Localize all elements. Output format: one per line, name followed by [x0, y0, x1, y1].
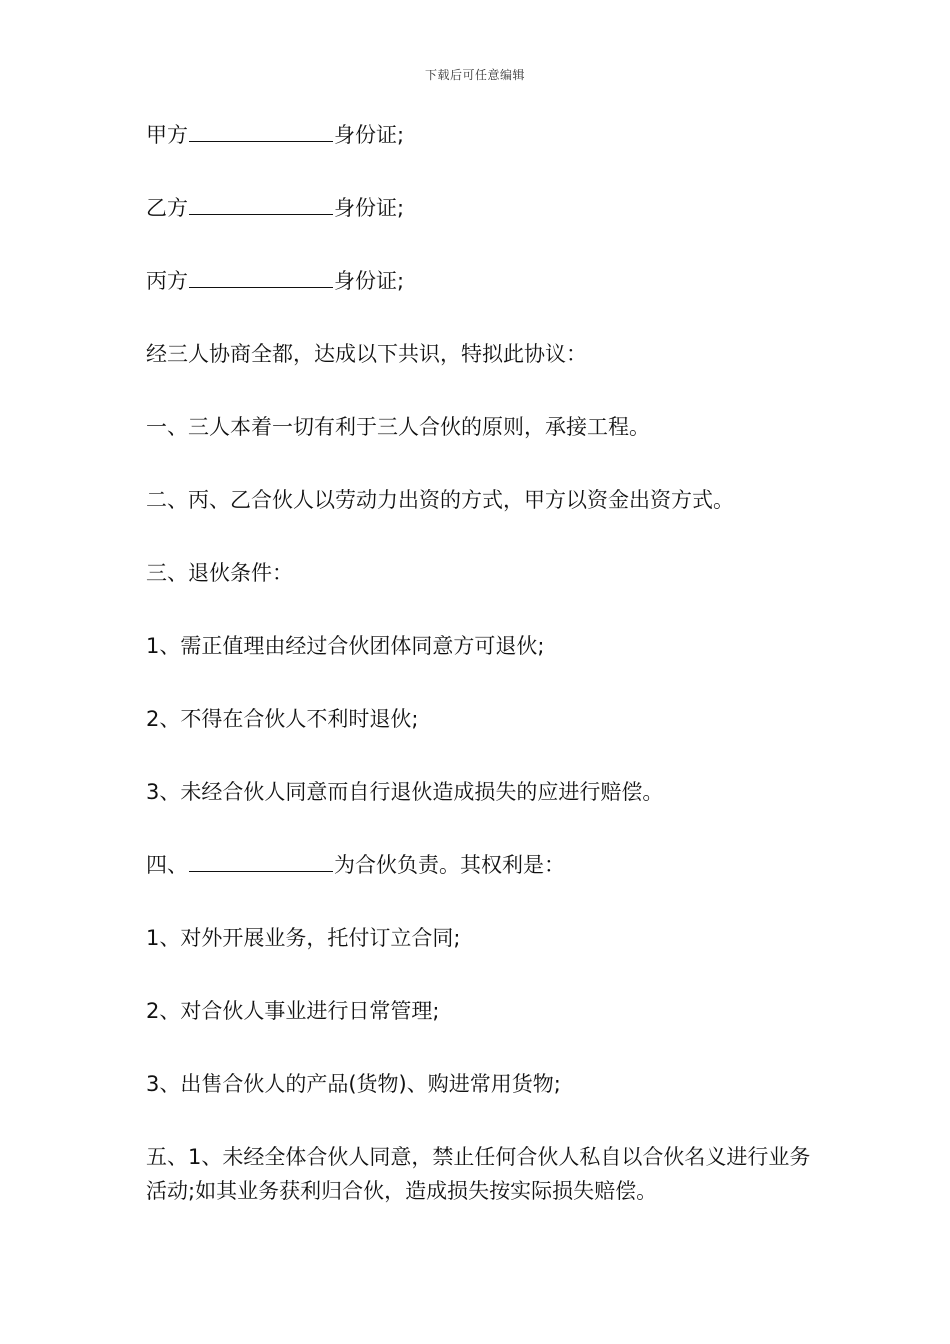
clause-2: 二、丙、乙合伙人以劳动力出资的方式，甲方以资金出资方式。	[146, 488, 734, 512]
document-body	[146, 118, 816, 1247]
party-b-name-blank[interactable]	[189, 194, 333, 215]
clause-4-item: 1、对外开展业务，托付订立合同;	[146, 926, 461, 950]
party-a-id-label: 身份证;	[334, 123, 405, 147]
clause-3-item: 3、未经合伙人同意而自行退伙造成损失的应进行赔偿。	[146, 780, 664, 804]
party-c-name-blank[interactable]	[189, 267, 333, 288]
clause-4-title	[146, 848, 816, 882]
clause-4-suffix: 为合伙负责。其权利是：	[334, 853, 565, 877]
party-b-line	[146, 191, 816, 225]
party-a-label: 甲方	[146, 123, 188, 147]
page-header-note: 下载后可任意编辑	[424, 68, 525, 82]
clause-4-item: 2、对合伙人事业进行日常管理;	[146, 999, 440, 1023]
clause-5: 五、1、未经全体合伙人同意，禁止任何合伙人私自以合伙名义进行业务活动;如其业务获利归合伙，造成损失按实际损失赔偿。	[146, 1145, 811, 1203]
clause-4-prefix: 四、	[146, 853, 188, 877]
intro-paragraph: 经三人协商全都，达成以下共识，特拟此协议：	[146, 342, 587, 366]
party-c-id-label: 身份证;	[334, 269, 405, 293]
clause-4-item: 3、出售合伙人的产品(货物)、购进常用货物;	[146, 1072, 561, 1096]
party-b-id-label: 身份证;	[334, 196, 405, 220]
clause-3-item: 1、需正值理由经过合伙团体同意方可退伙;	[146, 634, 545, 658]
clause-1: 一、三人本着一切有利于三人合伙的原则，承接工程。	[146, 415, 650, 439]
clause-3-title: 三、退伙条件：	[146, 561, 293, 585]
party-c-line	[146, 264, 816, 298]
clause-4-responsible-blank[interactable]	[189, 851, 333, 872]
party-b-label: 乙方	[146, 196, 188, 220]
clause-3-item: 2、不得在合伙人不利时退伙;	[146, 707, 419, 731]
party-a-name-blank[interactable]	[189, 121, 333, 142]
party-c-label: 丙方	[146, 269, 188, 293]
party-a-line	[146, 118, 816, 152]
